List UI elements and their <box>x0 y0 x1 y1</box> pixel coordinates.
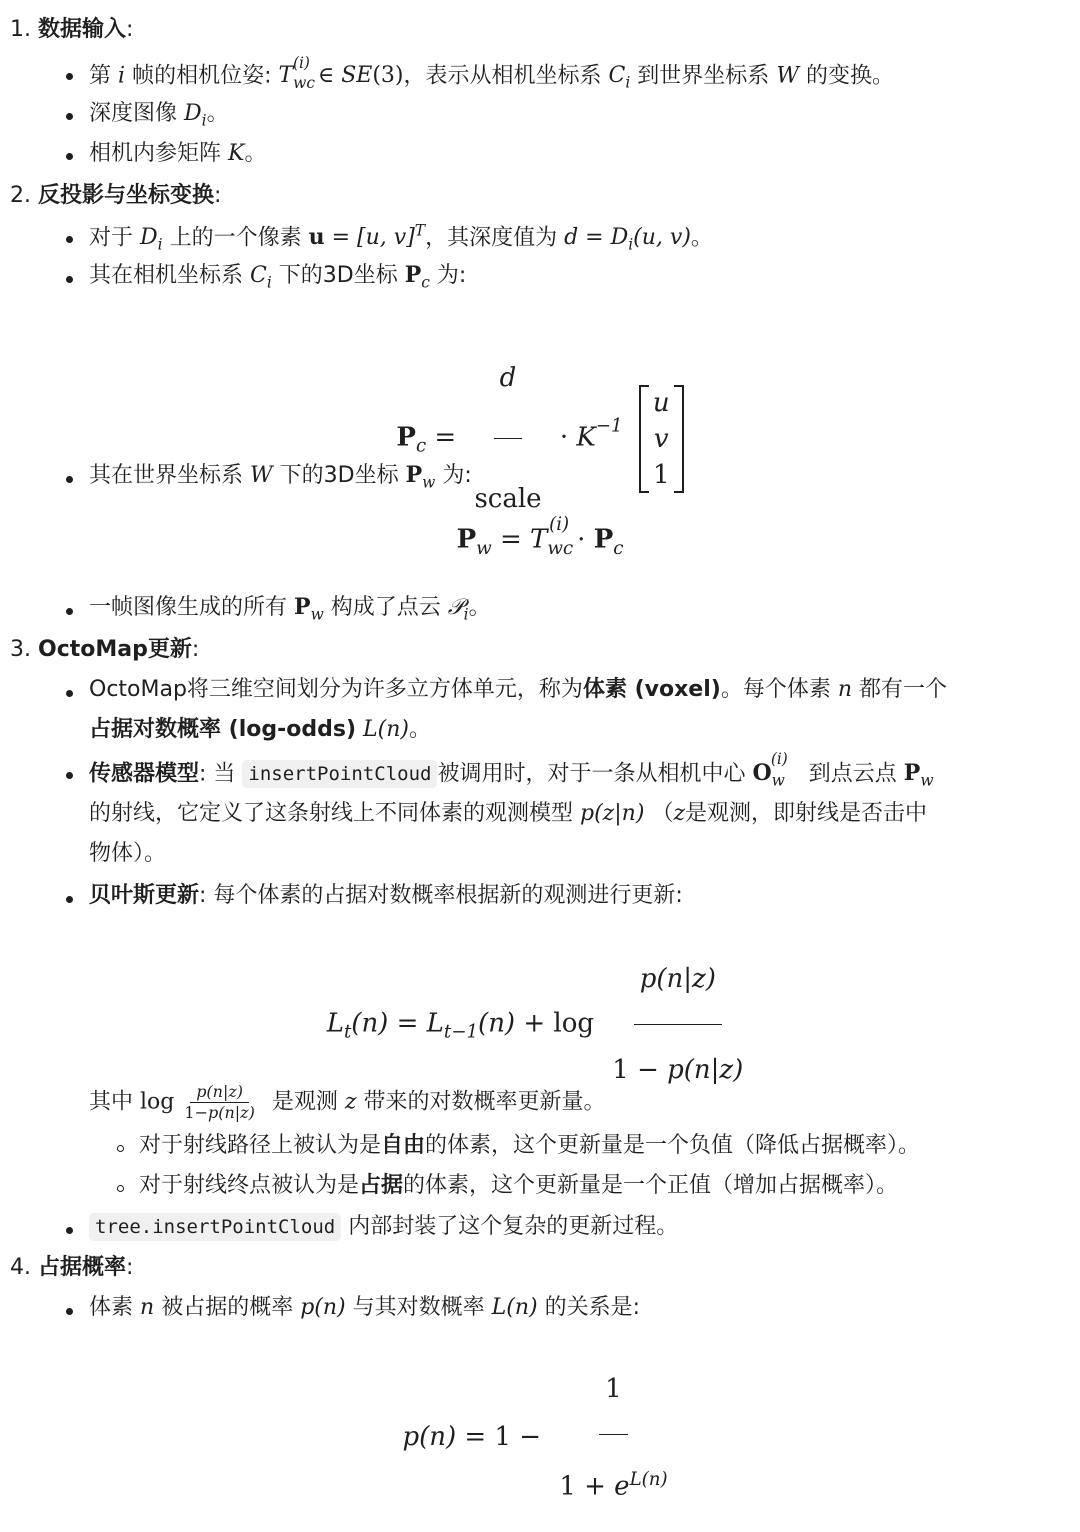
list-item: 相机内参矩阵 K。 <box>89 141 267 166</box>
section-number: 1. <box>10 17 31 42</box>
bullet <box>66 1308 73 1315</box>
bullet <box>66 690 73 697</box>
bullet <box>66 113 73 120</box>
section-title: 数据输入 <box>38 17 127 42</box>
list-item: 对于 $D_i$ 上的一个像素 u = [u, v]$^T$，其深度值为 $d = D_i(u$, v)。 <box>89 222 713 254</box>
sub-list-item: 对于射线路径上被认为是自由的体素，这个更新量是一个负值（降低占据概率）。 <box>139 1133 921 1158</box>
list-item: tree.insertPointCloud 内部封装了这个复杂的更新过程。 <box>89 1213 678 1241</box>
section-number: 4. <box>10 1255 31 1280</box>
sub-list-item: 对于射线终点被认为是占据的体素，这个更新量是一个正值（增加占据概率）。 <box>139 1173 899 1198</box>
list-item: OctoMap将三维空间划分为许多立方体单元，称为体素 (voxel)。每个体素 n 都有一个 <box>89 677 948 702</box>
bullet <box>66 73 73 80</box>
bullet <box>66 236 73 243</box>
bullet <box>66 608 73 615</box>
sub-bullet <box>117 1145 124 1152</box>
section-2-heading: 2. 反投影与坐标变换: <box>10 183 222 208</box>
list-item: 一帧图像生成的所有 $P_w$ 构成了点云 𝒫$_i$。 <box>89 594 491 624</box>
section-number: 2. <box>10 183 31 208</box>
section-title: OctoMap更新 <box>38 637 192 662</box>
list-item: 深度图像 $D_i$。 <box>89 101 229 130</box>
vector-uv1: u v 1 <box>639 385 684 493</box>
bullet <box>66 1227 73 1234</box>
section-4-heading: 4. 占据概率: <box>10 1255 134 1280</box>
bullet <box>66 772 73 779</box>
list-item-continuation: 占据对数概率 (log-odds) L(n)。 <box>89 717 431 742</box>
section-number: 3. <box>10 637 31 662</box>
sub-bullet <box>117 1185 124 1192</box>
list-item: 第 i 帧的相机位姿: $T_{wc}^{(i)}\in$ SE(3)，表示从相机坐标系 $C_i$ 到世界坐标系 W 的变换。 <box>89 54 894 92</box>
list-item: 体素 n 被占据的概率 p(n) 与其对数概率 L(n) 的关系是: <box>89 1295 641 1320</box>
list-item: 其在相机坐标系 $C_i$ 下的3D坐标 $P_c$ 为: <box>89 262 467 292</box>
section-1-heading: 1. 数据输入: <box>10 17 134 42</box>
where-clause: 其中 log $\frac{p(n|z)}{1-p(n|z)}$ 是观测 z 带来的对数概率更新量。 <box>89 1082 606 1122</box>
equation-probability: p(n) = 1 − $\frac{1}{1 + e^{L(n)}}$ <box>0 1344 1080 1434</box>
code-insertpointcloud: insertPointCloud <box>242 760 437 788</box>
list-item-continuation: 的射线，它定义了这条射线上不同体素的观测模型 p(z|n) （z是观测，即射线是否击中 <box>89 801 928 826</box>
section-title: 反投影与坐标变换 <box>38 183 215 208</box>
bullet <box>66 476 73 483</box>
list-item: 其在世界坐标系 W 下的3D坐标 $P_w$ 为: <box>89 462 472 492</box>
bullet <box>66 896 73 903</box>
section-title: 占据概率 <box>38 1255 127 1280</box>
code-tree-insertpointcloud: tree.insertPointCloud <box>89 1213 341 1241</box>
list-item-continuation: 物体）。 <box>89 841 167 866</box>
equation-bayes-update: $L_t(n) = L_{t-1}(n) + \log$ $\frac{p(n|z)}{1 - p(n|z)}$ <box>0 934 1080 1024</box>
bullet <box>66 153 73 160</box>
equation-pw: $P_w = T_{wc}^{(i)}\cdot P_c$ <box>456 514 624 559</box>
section-3-heading: 3. OctoMap更新: <box>10 637 200 662</box>
bullet <box>66 276 73 283</box>
list-item: 贝叶斯更新: 每个体素的占据对数概率根据新的观测进行更新: <box>89 883 683 908</box>
equation-pc: $P_c$ = $\frac{d}{\text{scale}}$ · $K^{-1}$ u v 1 <box>0 318 1080 438</box>
list-item: 传感器模型: 当 insertPointCloud 被调用时，对于一条从相机中心 $O_w^{(i)}$ 到点云点 $P_w$ <box>89 750 934 790</box>
